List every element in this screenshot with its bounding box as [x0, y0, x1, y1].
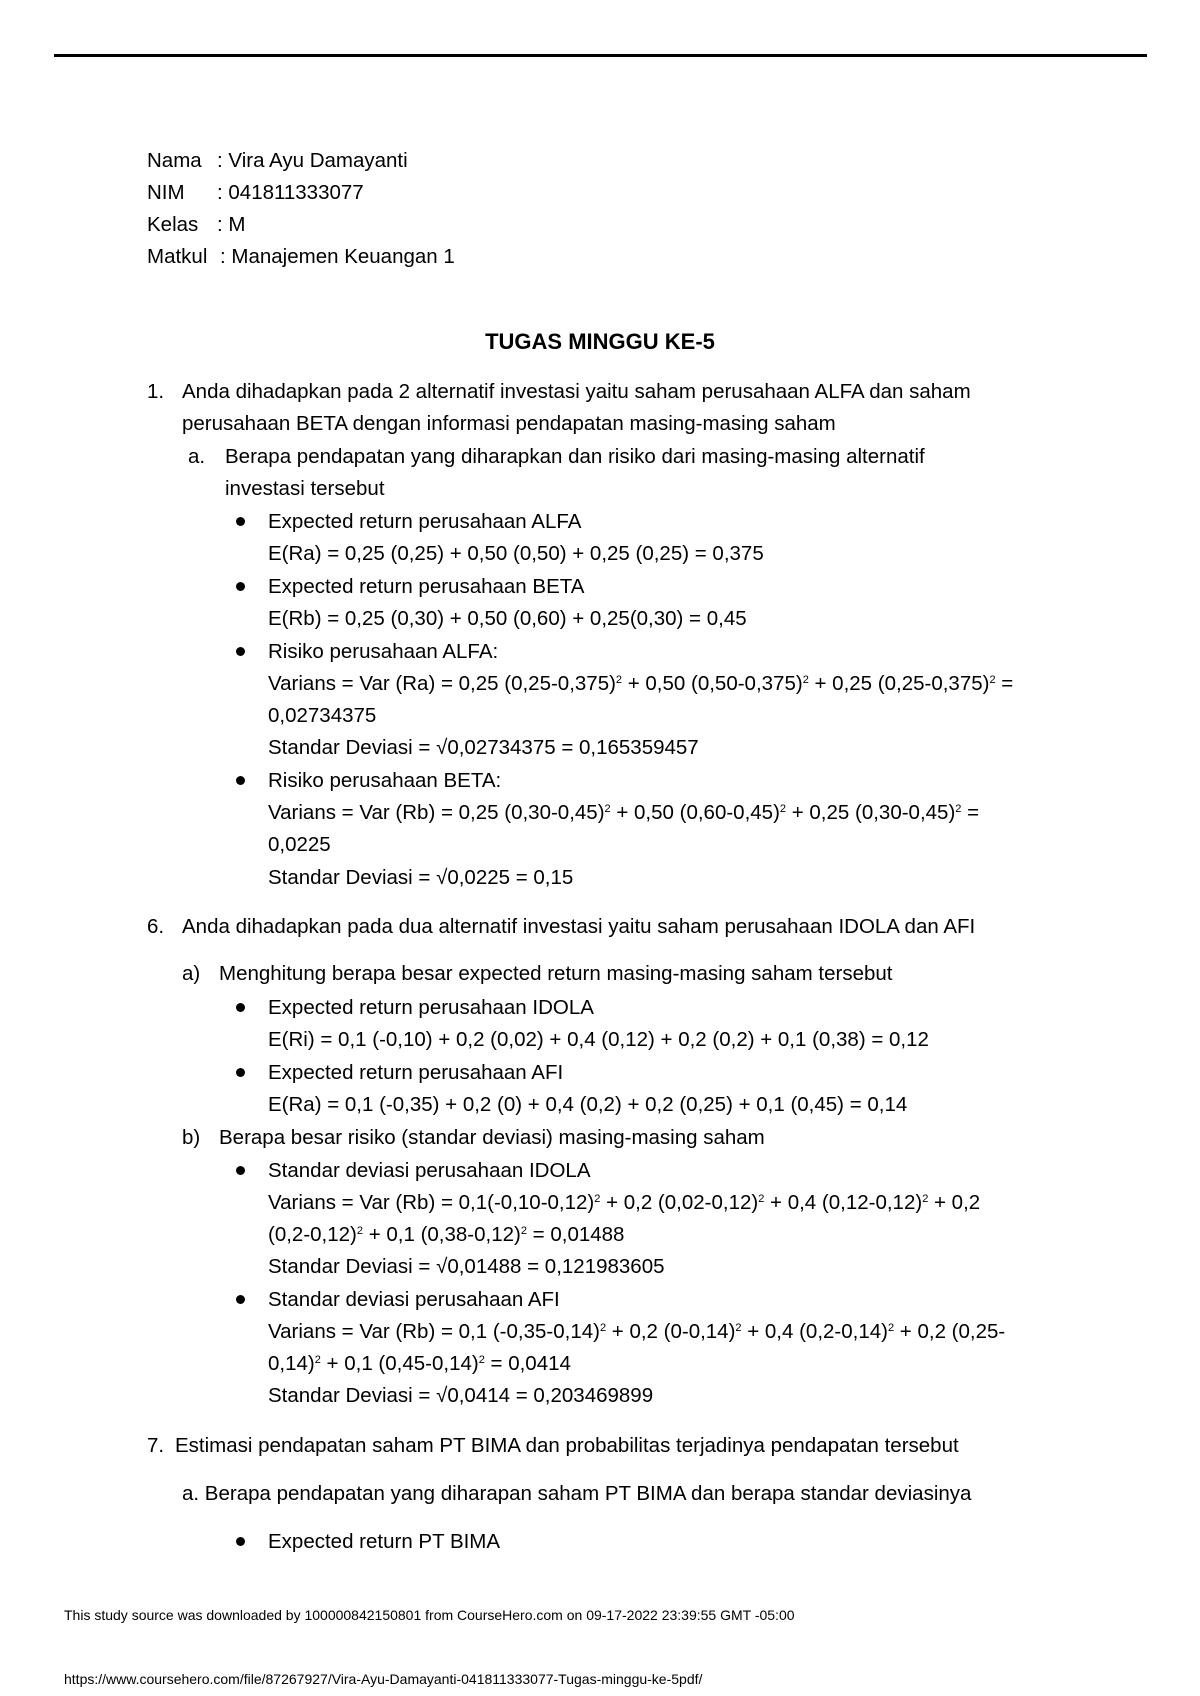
- bullet-icon: [236, 1537, 245, 1546]
- q6-idola-variance-line-1: Varians = Var $(Rb) = 0,1(-0,10-0,12)^2 + 0,2$ $(0,02-0,12)^2 + 0,4$ $(0,12-0,12)^2 + 0,2$: [268, 1191, 981, 1214]
- q6b-letter: b): [182, 1126, 201, 1149]
- q1-beta-variance: Varians = Var (Rb) = 0,25 $(0,30-0,45)^2 + 0,50$ $(0,60-0,45)^2 + 0,25$ $(0,30-0,45)^2$ =: [268, 801, 980, 824]
- name-label: Nama: [147, 149, 202, 172]
- q6-afi-return-formula: E(Ra) = 0,1 (-0,35) + 0,2 (0) + 0,4 (0,2) + 0,2 (0,25) + 0,1 (0,45) = 0,14: [268, 1093, 908, 1116]
- bullet-icon: [236, 1068, 245, 1077]
- bullet-icon: [236, 1166, 245, 1175]
- nim-label: NIM: [147, 181, 185, 204]
- bullet-icon: [236, 776, 245, 785]
- q6a-letter: a): [182, 962, 201, 985]
- q1a-text-line-2: investasi tersebut: [225, 477, 385, 500]
- bullet-icon: [236, 1295, 245, 1304]
- q1-alfa-variance: Varians = Var (Ra) = 0,25 $(0,25-0,375)^2 + 0,50$ $(0,50-0,375)^2 + 0,25$ $(0,25-0,375)^2$ =: [268, 672, 1014, 695]
- q6-number: 6.: [147, 915, 165, 938]
- q6-afi-variance-line-2: 0,14)$^2$ + 0,1 $(0,45-0,14)^2 = 0,0414$: [268, 1352, 571, 1375]
- q1-alfa-std-dev: Standar Deviasi = √0,02734375 = 0,165359457: [268, 736, 699, 759]
- q6-afi-sd-title: Standar deviasi perusahaan AFI: [268, 1288, 560, 1311]
- q1-alfa-risk-title: Risiko perusahaan ALFA:: [268, 640, 499, 663]
- q1a-letter: a.: [188, 445, 206, 468]
- q1-alfa-variance-result: 0,02734375: [268, 704, 377, 727]
- matkul-label: Matkul: [147, 245, 208, 268]
- student-name-row: [147, 149, 408, 173]
- q7-number: 7.: [147, 1434, 165, 1457]
- q6-idola-return-title: Expected return perusahaan IDOLA: [268, 996, 594, 1019]
- q1-alfa-return-title: Expected return perusahaan ALFA: [268, 510, 582, 533]
- download-note: This study source was downloaded by 100000842150801 from CourseHero.com on 09-17-2022 23:39:55 GMT -05:00: [64, 1607, 795, 1623]
- bullet-icon: [236, 647, 245, 656]
- student-nim-row: [147, 181, 364, 205]
- q1-text-line-1: Anda dihadapkan pada 2 alternatif investasi yaitu saham perusahaan ALFA dan saham: [182, 380, 971, 403]
- q1-beta-risk-title: Risiko perusahaan BETA:: [268, 769, 502, 792]
- q7-text: Estimasi pendapatan saham PT BIMA dan probabilitas terjadinya pendapatan tersebut: [175, 1434, 959, 1457]
- kelas-label: Kelas: [147, 213, 199, 236]
- q6b-text: Berapa besar risiko (standar deviasi) masing-masing saham: [219, 1126, 765, 1149]
- q1-text-line-2: perusahaan BETA dengan informasi pendapatan masing-masing saham: [182, 412, 836, 435]
- q6a-text: Menghitung berapa besar expected return masing-masing saham tersebut: [219, 962, 893, 985]
- bullet-icon: [236, 1003, 245, 1012]
- name-value: : Vira Ayu Damayanti: [217, 149, 408, 172]
- matkul-value: : Manajemen Keuangan 1: [220, 245, 455, 268]
- q1-beta-return-formula: E(Rb) = 0,25 (0,30) + 0,50 (0,60) + 0,25(0,30) = 0,45: [268, 607, 747, 630]
- q6-idola-std-dev: Standar Deviasi = √0,01488 = 0,121983605: [268, 1255, 665, 1278]
- q6-afi-std-dev: Standar Deviasi = √0,0414 = 0,203469899: [268, 1384, 654, 1407]
- page-title: TUGAS MINGGU KE-5: [485, 329, 715, 354]
- q6-idola-return-formula: E(Ri) = 0,1 (-0,10) + 0,2 (0,02) + 0,4 (0,12) + 0,2 (0,2) + 0,1 (0,38) = 0,12: [268, 1028, 929, 1051]
- q1-number: 1.: [147, 380, 165, 403]
- q6-afi-variance-line-1: Varians = Var (Rb) = 0,1 $(-0,35-0,14)^2 + 0,2$ $(0-0,14)^2 + 0,4$ $(0,2-0,14)^2 + 0,2$ (0,25-: [268, 1320, 1006, 1343]
- student-class-row: [147, 213, 245, 237]
- student-course-row: [147, 245, 455, 269]
- bullet-icon: [236, 517, 245, 526]
- q1-beta-return-title: Expected return perusahaan BETA: [268, 575, 585, 598]
- q1a-text-line-1: Berapa pendapatan yang diharapkan dan risiko dari masing-masing alternatif: [225, 445, 925, 468]
- q6-afi-return-title: Expected return perusahaan AFI: [268, 1061, 564, 1084]
- top-rule: [54, 54, 1147, 57]
- kelas-value: : M: [217, 213, 246, 236]
- source-url-link[interactable]: https://www.coursehero.com/file/87267927/Vira-Ayu-Damayanti-041811333077-Tugas-minggu-ke-5pdf/: [64, 1671, 703, 1687]
- bullet-icon: [236, 582, 245, 591]
- q6-idola-variance-line-2: $(0,2-0,12)^2 + 0,1$ $(0,38-0,12)^2 = 0,01488$: [268, 1223, 625, 1246]
- q7a-text: a. Berapa pendapatan yang diharapan saham PT BIMA dan berapa standar deviasinya: [182, 1482, 972, 1505]
- q6-idola-sd-title: Standar deviasi perusahaan IDOLA: [268, 1159, 591, 1182]
- q1-alfa-return-formula: E(Ra) = 0,25 (0,25) + 0,50 (0,50) + 0,25 (0,25) = 0,375: [268, 542, 764, 565]
- q7-bima-return-title: Expected return PT BIMA: [268, 1530, 501, 1553]
- q6-text: Anda dihadapkan pada dua alternatif investasi yaitu saham perusahaan IDOLA dan AFI: [182, 915, 976, 938]
- nim-value: : 041811333077: [217, 181, 364, 204]
- q1-beta-variance-result: 0,0225: [268, 833, 331, 856]
- q1-beta-std-dev: Standar Deviasi = √0,0225 = 0,15: [268, 866, 574, 889]
